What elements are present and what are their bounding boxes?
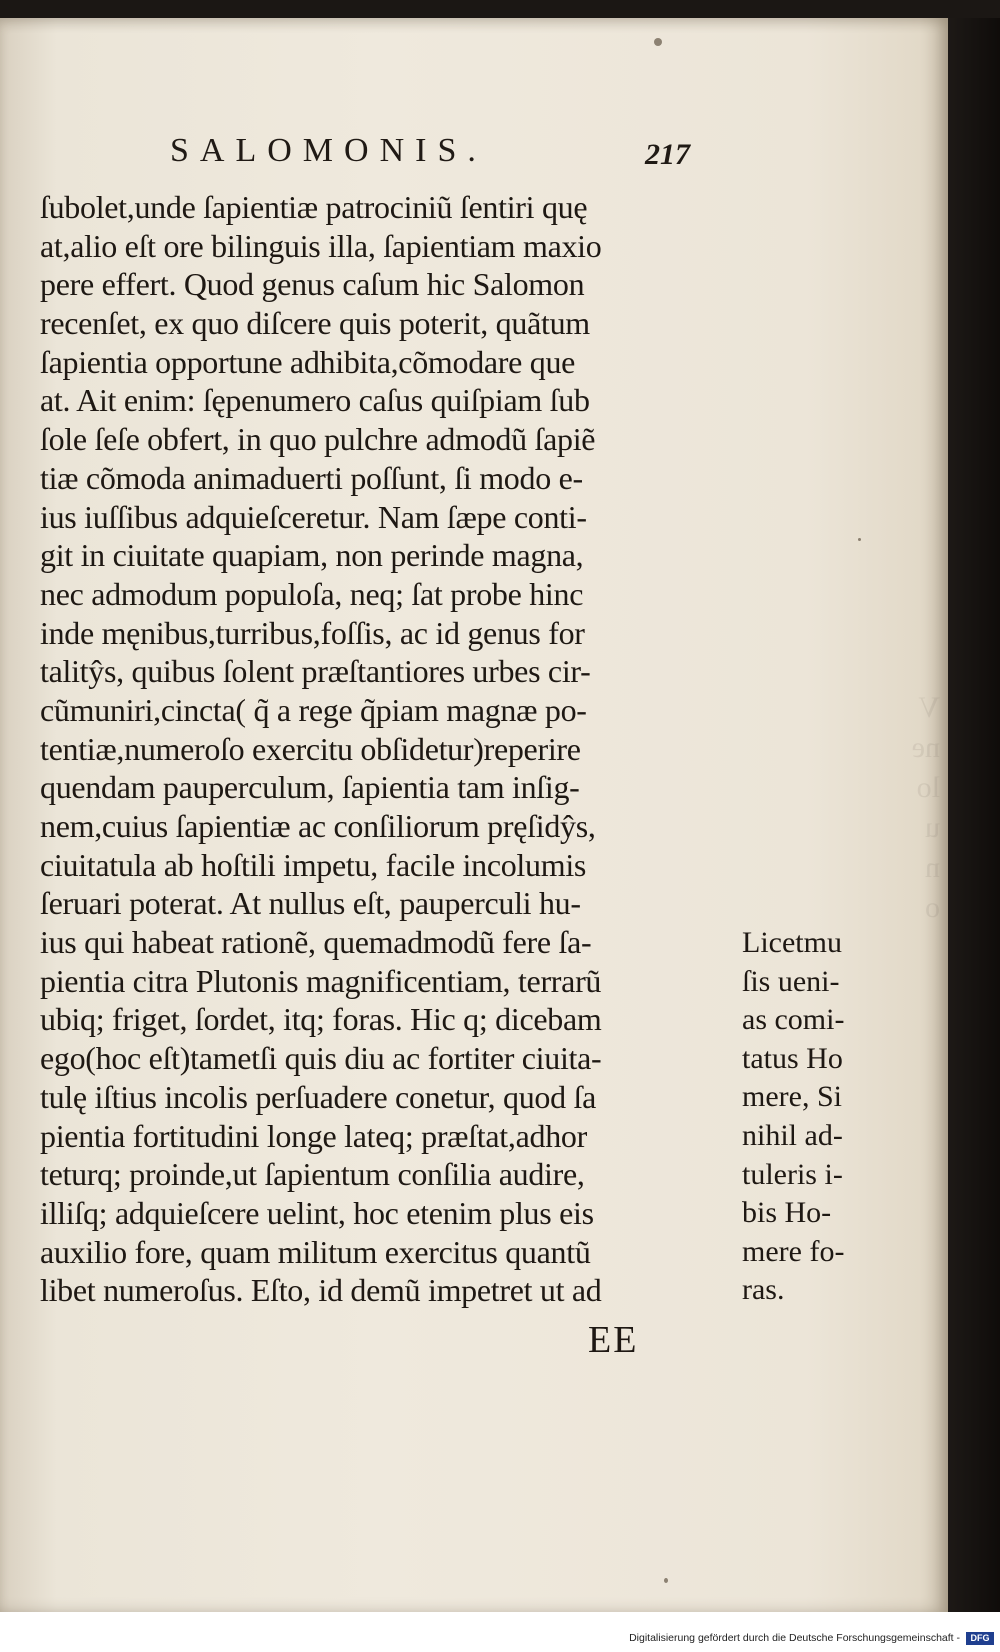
page-header: [160, 114, 690, 174]
text-line: ubiq; friget, ſordet, itq; foras. Hic q; dicebam: [40, 1001, 602, 1038]
text-line: quendam pauperculum, ſapientia tam inſig-: [40, 769, 580, 806]
main-text-block: [40, 188, 740, 1310]
marginal-note-line: mere, Si: [742, 1080, 842, 1114]
text-line: ſole ſeſe obfert, in quo pulchre admodũ ſapiẽ: [40, 421, 596, 458]
text-line: pientia citra Plutonis magnificentiam, terrarũ: [40, 962, 602, 999]
book-spine-shadow: [948, 18, 1000, 1612]
marginal-note-line: tatus Ho: [742, 1041, 843, 1075]
text-line: pere effert. Quod genus caſum hic Salomon: [40, 266, 585, 303]
text-line: ſubolet,unde ſapientiæ patrociniũ ſentiri quę: [40, 189, 588, 225]
text-line: inde męnibus,turribus,foſſis, ac id genus for: [40, 614, 585, 651]
text-line: auxilio fore, quam militum exercitus quantũ: [40, 1233, 591, 1270]
marginal-note: [742, 924, 892, 1310]
text-line: ciuitatula ab hoſtili impetu, facile incolumis: [40, 846, 587, 883]
marginal-note-line: ras.: [742, 1273, 785, 1307]
text-line: pientia fortitudini longe lateq; præſtat,adhor: [40, 1117, 587, 1154]
text-line: at,alio eſt ore bilinguis illa, ſapientiam maxio: [40, 227, 602, 264]
marginal-note-line: as comi-: [742, 1003, 845, 1037]
text-line: nec admodum populoſa, neq; ſat probe hinc: [40, 575, 584, 612]
marginal-note-line: mere fo-: [742, 1234, 845, 1268]
text-line: teturq; proinde,ut ſapientum conſilia audire,: [40, 1156, 585, 1193]
signature-mark: EE: [588, 1319, 639, 1361]
text-line: tentiæ,numeroſo exercitu obſidetur)reperire: [40, 730, 581, 767]
text-line: ſeruari poterat. At nullus eſt, pauperculi hu-: [40, 885, 581, 922]
text-line: recenſet, ex quo diſcere quis poterit, quãtum: [40, 305, 590, 342]
text-line: libet numeroſus. Eſto, id demũ impetret ut ad: [40, 1272, 602, 1309]
text-line: at. Ait enim: ſępenumero caſus quiſpiam ſub: [40, 382, 590, 419]
text-line: tiæ cõmoda animaduerti poſſunt, ſi modo e-: [40, 459, 583, 496]
marginal-note-line: Licetmu: [742, 926, 842, 959]
marginal-note-line: bis Ho-: [742, 1196, 832, 1230]
running-title: SALOMONIS.: [170, 132, 487, 169]
text-line: ius iuſſibus adquieſceretur. Nam ſæpe conti-: [40, 498, 587, 535]
funding-credit: Digitalisierung gefördert durch die Deutsche Forschungsgemeinschaft -: [629, 1632, 960, 1644]
paper-speck: [858, 538, 861, 541]
marginal-note-line: ſis ueni-: [742, 964, 840, 998]
book-page: [0, 18, 948, 1612]
text-line: ſapientia opportune adhibita,cõmodare que: [40, 343, 576, 380]
footer-bar: [0, 1612, 1000, 1652]
text-line: git in ciuitate quapiam, non perinde magna,: [40, 537, 584, 574]
bleed-through-text: V ne lo u n o: [911, 691, 940, 924]
paper-speck: [664, 1578, 668, 1583]
text-line: ego(hoc eſt)tametſi quis diu ac fortiter ciuita-: [40, 1040, 602, 1077]
text-line: cũmuniri,cincta( q̃ a rege q̃piam magnæ po-: [40, 691, 587, 728]
text-line: ius qui habeat rationẽ, quemadmodũ fere ſa-: [40, 924, 592, 961]
text-line: talitŷs, quibus ſolent præſtantiores urbes cir-: [40, 653, 591, 690]
text-line: tulę iſtius incolis perſuadere conetur, quod ſa: [40, 1078, 597, 1115]
dfg-logo-icon: DFG: [966, 1632, 994, 1645]
text-line: illiſq; adquieſcere uelint, hoc etenim plus eis: [40, 1194, 594, 1231]
page-number: 217: [645, 138, 690, 171]
text-line: nem,cuius ſapientiæ ac conſiliorum pręſidŷs,: [40, 808, 596, 844]
paper-speck: [654, 38, 662, 46]
marginal-note-line: nihil ad-: [742, 1118, 843, 1152]
marginal-note-line: tuleris i-: [742, 1157, 843, 1191]
